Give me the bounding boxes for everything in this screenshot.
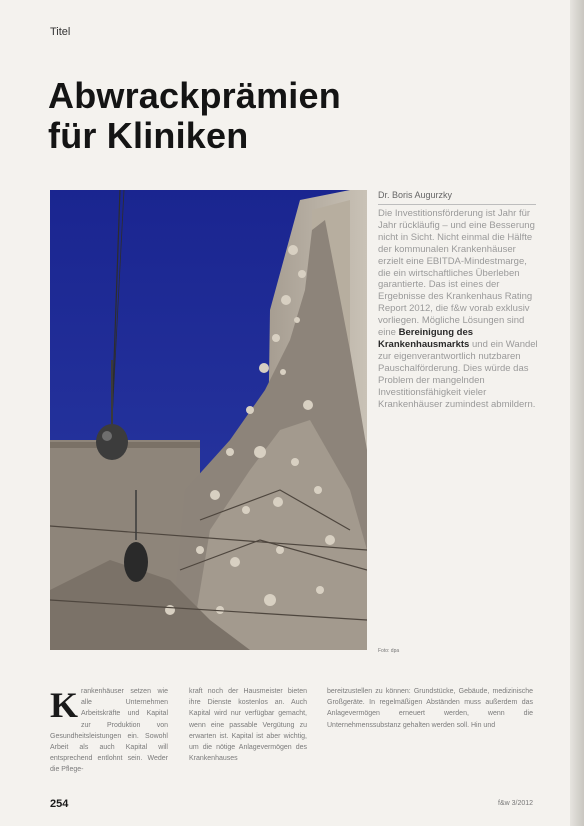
body-column-1 [50, 686, 168, 776]
page-gutter-shadow [570, 0, 584, 826]
byline-divider [378, 204, 536, 205]
teaser-text-part-1: Die Investitionsförderung ist Jahr für Jahr rückläufig – und eine Besserung nicht in Sicht. Nicht einmal die Hälfte der kommunalen Krankenhäuser erzielt eine EBITDA-Mindestmarge, die ein wirtschaftliches Überleben garantierte. Das ist eines der Ergebnisse des Krankenhaus Rating Report 2012, die f&w vorab exklusiv vorliegen. Mögliche Lösungen sind eine [378, 208, 535, 339]
body-column-3: bereitzustellen zu können: Grundstücke, Gebäude, medizinische Großgeräte. In regelmäßigen Abständen muss außerdem das Anlagevermögen erneuert werden, wenn die Unternehmenssubstanz gehalten werden soll. Hin und [327, 688, 533, 729]
teaser-highlight: Bereinigung des Krankenhausmarkts [378, 327, 474, 350]
drop-cap: K [50, 685, 79, 725]
headline-line-2: für Kliniken [48, 115, 249, 156]
article-headline [48, 76, 341, 156]
body-column-2: kraft noch der Hausmeister bieten ihre Dienste kostenlos an. Auch Kapital wird nur verfügbar gemacht, wenn eine passable Vergütung zu erwarten ist. Kapital ist aber wichtig, um die nötige Anlagevermögen des Krankenhauses [189, 688, 307, 763]
teaser-text-part-2: und ein Wandel zur eigenverantwortlich nutzbaren Pauschalförderung. Dies würde das Problem der mangelnden Investitionsfähigkeit vieler Krankenhäuser zumindest abmildern. [378, 338, 538, 410]
issue-label: f&w 3/2012 [498, 800, 534, 807]
headline-line-1: Abwrackprämien [48, 75, 341, 116]
author-byline: Dr. Boris Augurzky [378, 190, 453, 200]
article-teaser [378, 208, 538, 410]
page-number: 254 [50, 798, 69, 810]
demolition-illustration [50, 190, 367, 650]
body-column-1-text: rankenhäuser setzen wie alle Unternehmen Arbeitskräfte und Kapital zur Produktion von Gesundheitsleistungen ein. Sowohl Arbeit als auch Kapital will entsprechend entlohnt sein. Weder die Pflege- [50, 688, 168, 774]
demolition-photo [50, 190, 367, 650]
photo-credit: Foto: dpa [378, 648, 400, 654]
section-label: Titel [50, 26, 71, 38]
